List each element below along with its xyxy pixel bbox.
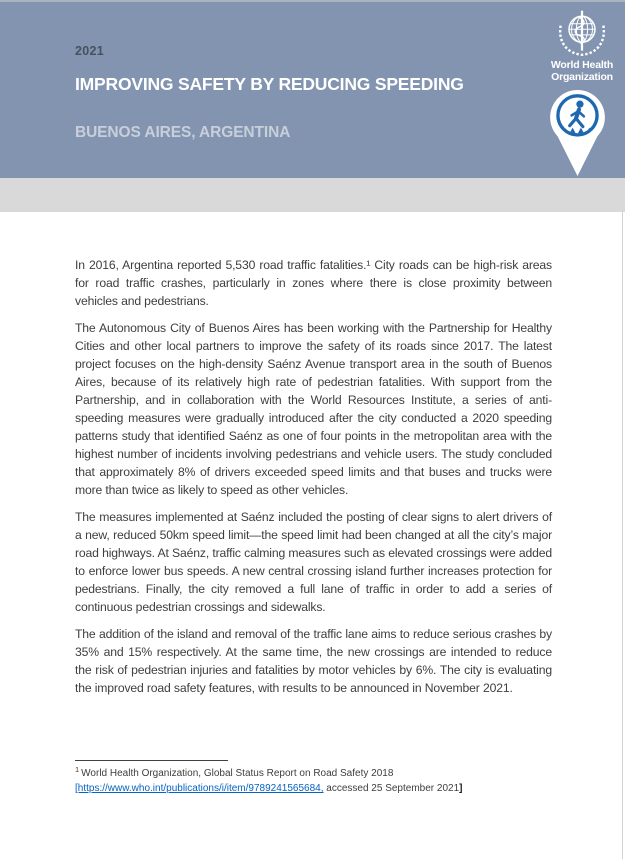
article-body <box>75 256 552 706</box>
paragraph-2: The Autonomous City of Buenos Aires has been working with the Partnership for Healthy Cities and other local partners to improve the safety of its roads since 2017. The latest project focuses on the high-density Saénz Avenue transport area in the south of Buenos Aires, because of its relatively high rate of pedestrian fatalities. With support from the Partnership, and in collaboration with the World Resources Institute, a series of anti-speeding measures were gradually introduced after the city conducted a 2020 speeding patterns study that identified Saénz as one of four points in the metropolitan area with the highest number of incidents involving pedestrians and vehicle users. The study concluded that approximately 8% of drivers exceeded speed limits and that buses and trucks were more than twice as likely to speed as other vehicles. <box>75 321 552 497</box>
divider-band <box>0 178 625 212</box>
footnote-link[interactable]: [https://www.who.int/publications/i/item/9789241565684, <box>75 783 324 794</box>
text-cursor-bracket: ] <box>459 783 463 794</box>
header-top-strip <box>0 0 625 2</box>
footnote-line1 <box>75 766 540 781</box>
header-banner <box>0 0 625 178</box>
page-edge-line <box>622 212 623 859</box>
document-subtitle: BUENOS AIRES, ARGENTINA <box>75 124 291 141</box>
footnote-separator <box>75 760 228 761</box>
who-logo-line1: World Health <box>550 59 614 71</box>
report-year: 2021 <box>75 44 105 58</box>
who-logo-line2: Organization <box>551 70 613 83</box>
pedestrian-crossing-pin-icon <box>548 88 607 178</box>
who-logo-text <box>543 60 621 83</box>
footnote <box>75 760 540 796</box>
footnote-marker: 1 <box>75 764 80 774</box>
footnote-line2 <box>75 781 540 796</box>
paragraph-3: The measures implemented at Saénz included the posting of clear signs to alert drivers of a new, reduced 50km speed limit—the speed limit had been changed at all the city’s major road highways. At Saénz, traffic calming measures such as elevated crossings were added to enforce lower bus speeds. A new central crossing island further increases protection for pedestrians. Finally, the city removed a full lane of traffic in order to add a series of continuous pedestrian crossings and sidewalks. <box>75 510 552 614</box>
document-title: IMPROVING SAFETY BY REDUCING SPEEDING <box>75 74 464 94</box>
footnote-text: World Health Organization, Global Status Report on Road Safety 2018 <box>81 768 394 779</box>
who-emblem-icon <box>554 7 610 59</box>
paragraph-4: The addition of the island and removal of the traffic lane aims to reduce serious crashes by 35% and 15% respectively. At the same time, the new crossings are intended to reduce the risk of pedestrian injuries and fatalities by motor vehicles by 6%. The city is evaluating the improved road safety features, with results to be announced in November 2021. <box>75 627 552 695</box>
who-logo <box>543 7 621 83</box>
paragraph-1: In 2016, Argentina reported 5,530 road traffic fatalities.¹ City roads can be high-risk areas for road traffic crashes, particularly in zones where there is close proximity between vehicles and pedestrians. <box>75 258 552 308</box>
footnote-access-date: accessed 25 September 2021 <box>323 783 460 794</box>
